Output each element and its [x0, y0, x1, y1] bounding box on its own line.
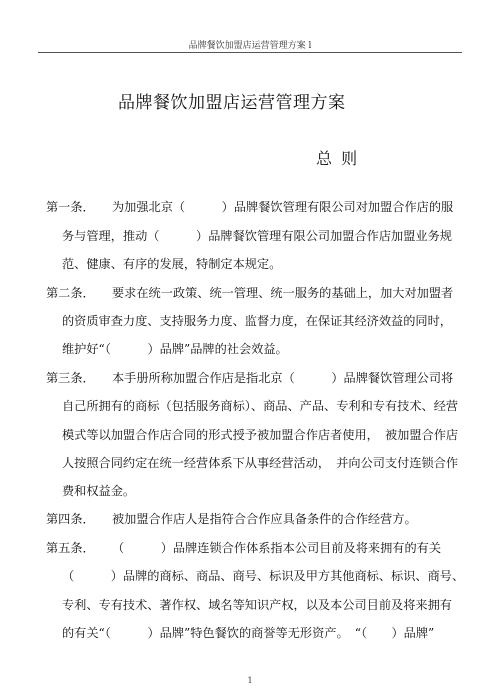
article-text-line: 维护好“（ ）品牌”品牌的社会效益。: [62, 342, 288, 356]
article-text-line: 的有关“（ ）品牌”特色餐饮的商誉等无形资产。 “（ ）品牌”: [62, 626, 435, 640]
article-text-line: 本手册所称加盟合作店是指北京（ ）品牌餐饮管理公司将: [112, 371, 454, 385]
article-text-line: 的资质审查力度、支持服务力度、监督力度，在保证其经济效益的同时，: [62, 314, 452, 328]
article-text-line: 为加强北京（ ）品牌餐饮管理有限公司对加盟合作店的服: [112, 200, 454, 214]
article-text-line: 人按照合同约定在统一经营体系下从事经营活动， 并向公司支付连锁合作: [62, 456, 459, 470]
article-text-line: 要求在统一政策、统一管理、统一服务的基础上，加大对加盟者: [112, 286, 454, 300]
document-title: 品牌餐饮加盟店运营管理方案: [118, 93, 346, 113]
article-label: 第二条．: [46, 286, 95, 300]
article-text-line: 范、健康、有序的发展，特制定本规定。: [62, 257, 282, 271]
article-text-line: （ ）品牌的商标、商品、商号、标识及甲方其他商标、标识、商号、: [62, 569, 465, 583]
article-text-line: 模式等以加盟合作店合同的形式授予被加盟合作店者使用， 被加盟合作店: [62, 428, 459, 442]
article-text-line: 费和权益金。: [62, 484, 136, 498]
running-header: 品牌餐饮加盟店运营管理方案 l: [188, 41, 312, 51]
header-divider: [38, 52, 462, 53]
article-label: 第三条．: [46, 371, 95, 385]
article-label: 第一条．: [46, 200, 95, 214]
article-label: 第五条．: [46, 541, 95, 555]
article-label: 第四条．: [46, 512, 95, 526]
article-text-line: 被加盟合作店人是指符合合作应具备条件的合作经营方。: [112, 512, 417, 526]
article-text-line: （ ）品牌连锁合作体系指本公司目前及将来拥有的有关: [112, 541, 442, 555]
article-text-line: 自己所拥有的商标（包括服务商标）、商品、产品、专利和专有技术、经营: [62, 399, 459, 413]
article-text-line: 专利、专有技术、著作权、域名等知识产权，以及本公司目前及将来拥有: [62, 598, 452, 612]
article-text-line: 务与管理，推动（ ）品牌餐饮管理有限公司加盟合作店加盟业务规: [62, 229, 452, 243]
chapter-heading: 总 则: [316, 149, 360, 168]
page-number: 1: [247, 676, 253, 685]
